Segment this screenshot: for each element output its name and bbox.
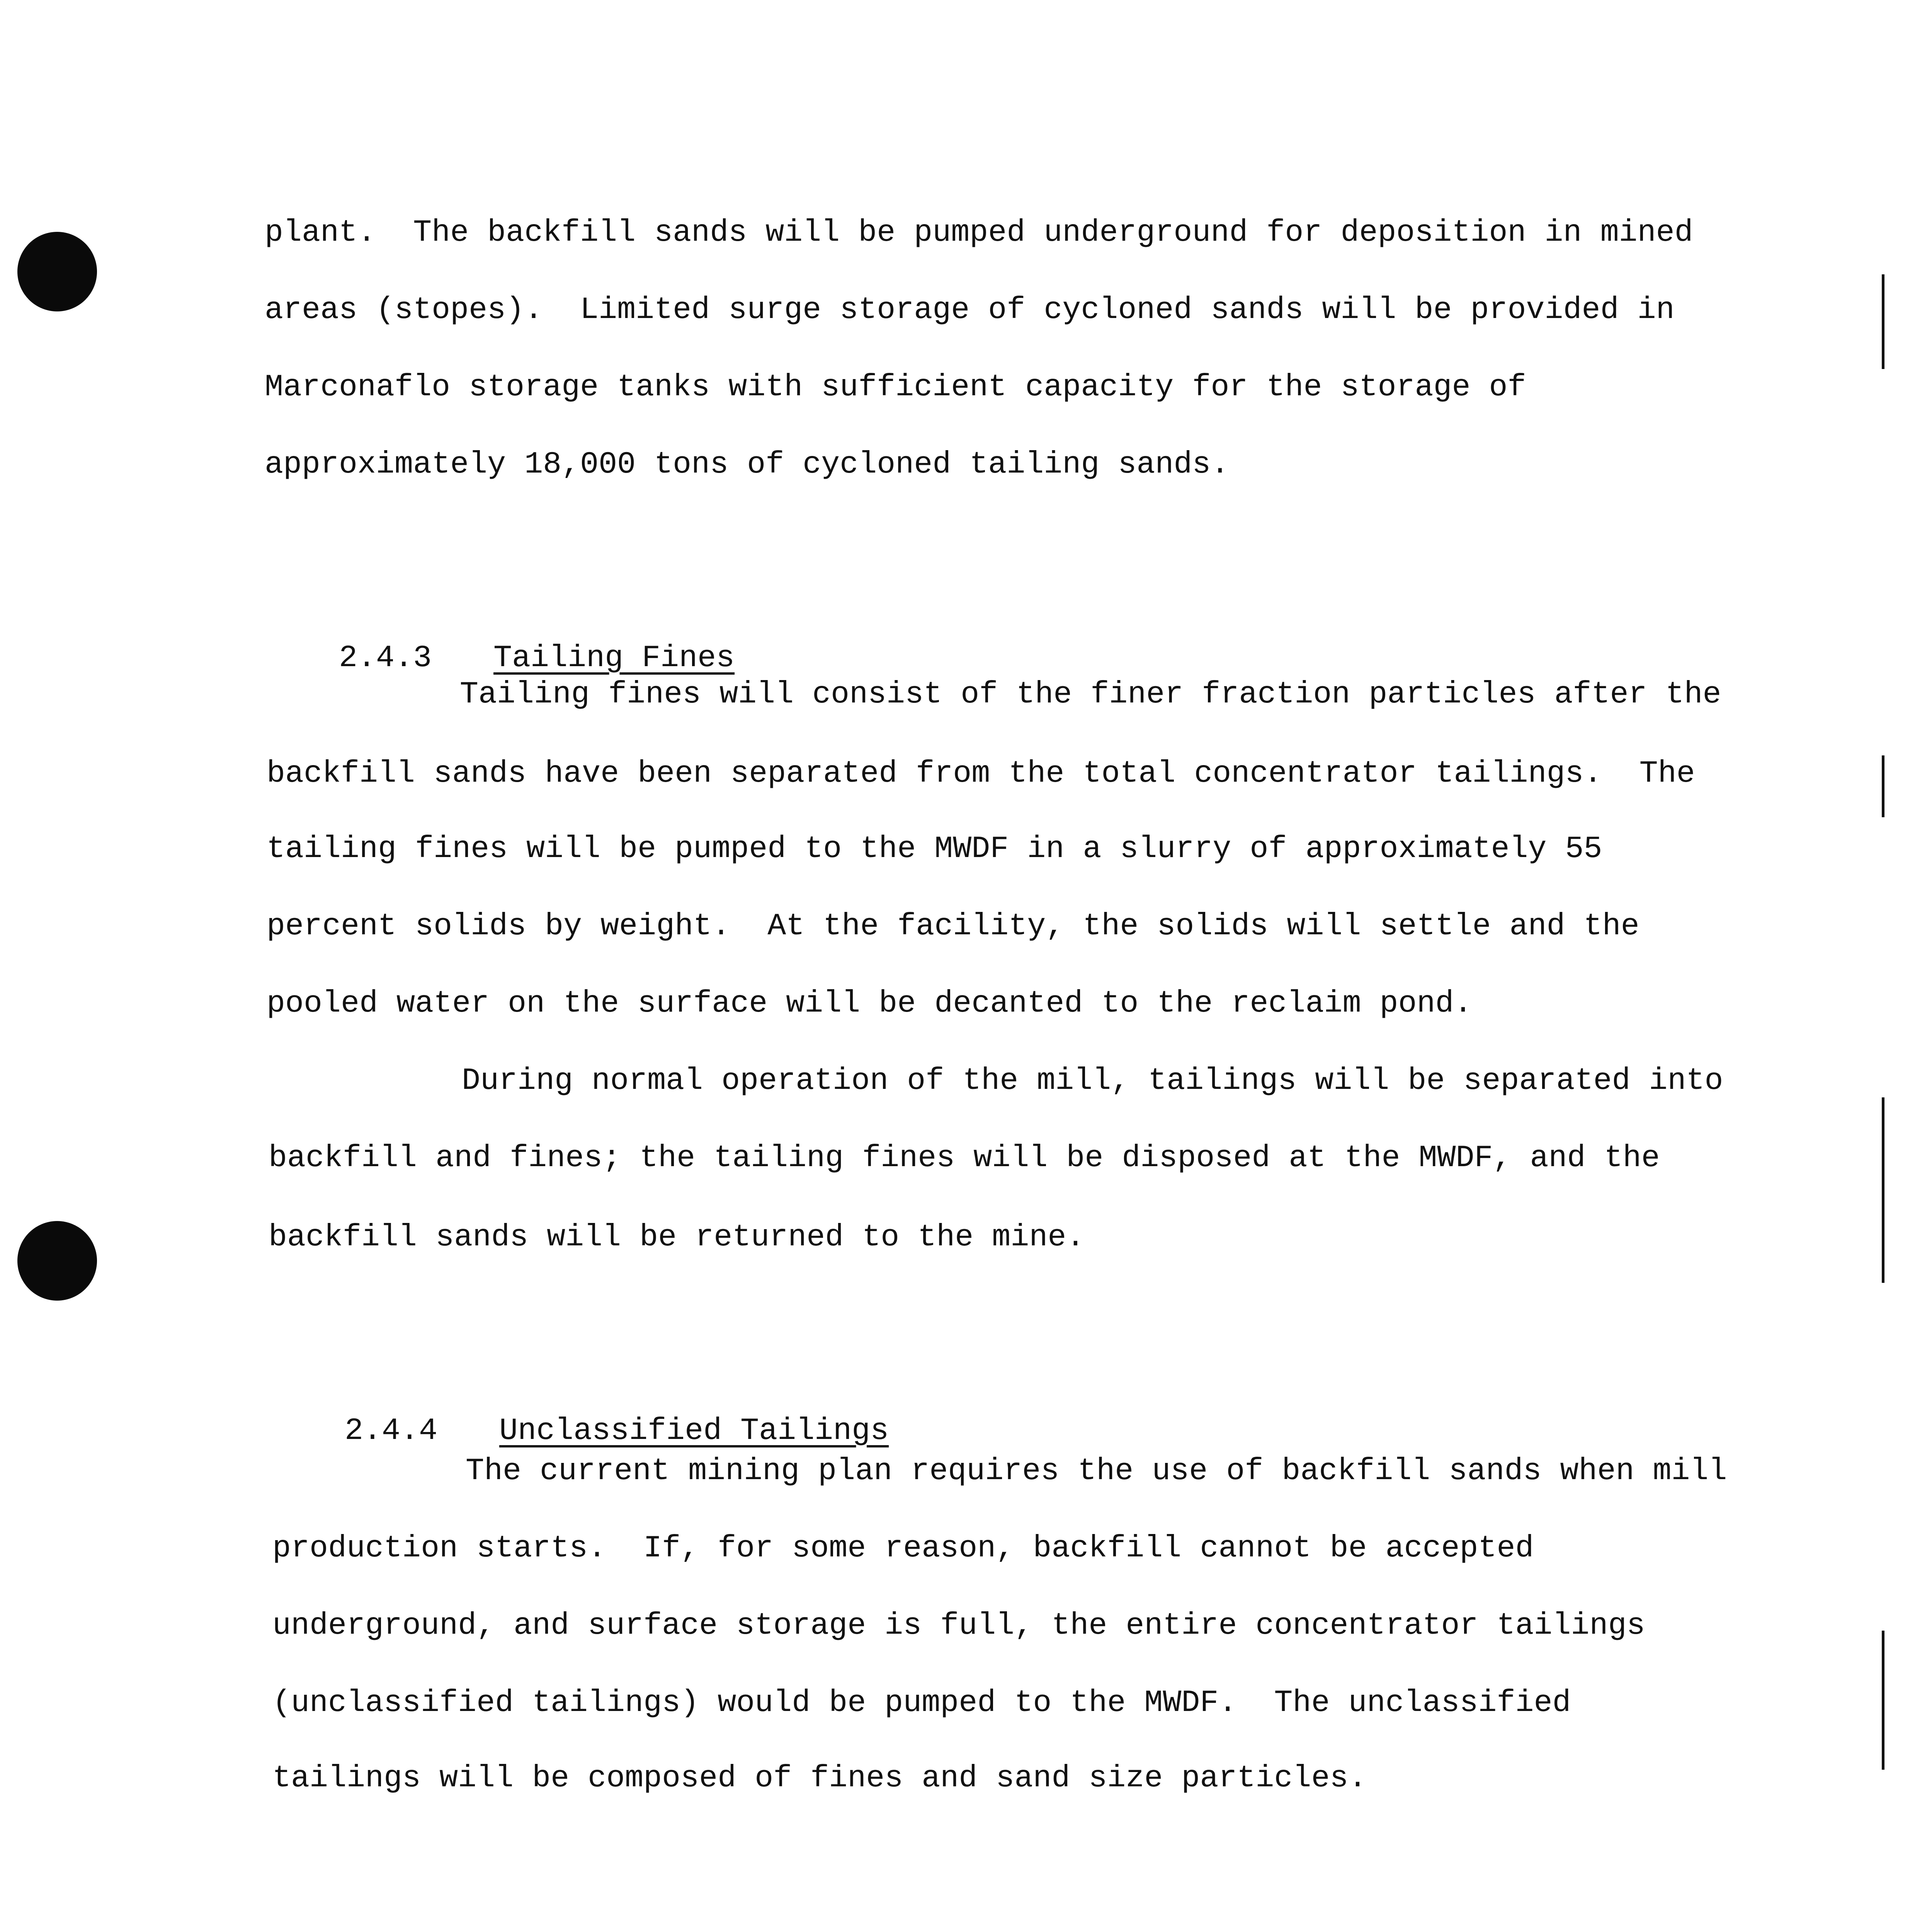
text-line: pooled water on the surface will be decanted to the reclaim pond. [267, 986, 1473, 1021]
text-line: backfill sands have been separated from the total concentrator tailings. The [267, 756, 1695, 791]
section-number: 2.4.4 [345, 1413, 438, 1449]
text-line: production starts. If, for some reason, backfill cannot be accepted [272, 1531, 1534, 1566]
text-line: (unclassified tailings) would be pumped to the MWDF. The unclassified [272, 1685, 1571, 1721]
text-line: areas (stopes). Limited surge storage of cycloned sands will be provided in [265, 293, 1675, 328]
section-title: Tailing Fines [493, 641, 735, 676]
text-line: The current mining plan requires the use of backfill sands when mill [466, 1454, 1727, 1489]
revision-bar [1882, 1631, 1884, 1770]
revision-bar [1882, 1097, 1884, 1283]
section-number: 2.4.3 [339, 641, 432, 676]
text-line: Tailing fines will consist of the finer fraction particles after the [460, 677, 1721, 712]
text-line: During normal operation of the mill, tailings will be separated into [462, 1063, 1723, 1099]
revision-bar [1882, 755, 1884, 817]
text-line: percent solids by weight. At the facility, the solids will settle and the [267, 909, 1639, 944]
punch-hole-top [17, 232, 97, 311]
punch-hole-middle [17, 1221, 97, 1301]
text-line: backfill sands will be returned to the mine. [269, 1220, 1085, 1255]
text-line: approximately 18,000 tons of cycloned tailing sands. [265, 447, 1230, 482]
text-line: plant. The backfill sands will be pumped underground for deposition in mined [265, 215, 1693, 250]
text-line: tailing fines will be pumped to the MWDF in a slurry of approximately 55 [267, 832, 1602, 867]
section-heading-2-4-5 [274, 1915, 1486, 1932]
text-line: Marconaflo storage tanks with sufficient capacity for the storage of [265, 370, 1526, 405]
text-line: backfill and fines; the tailing fines will be disposed at the MWDF, and the [269, 1141, 1660, 1176]
revision-bar [1882, 274, 1884, 369]
section-title: Unclassified Tailings [499, 1413, 889, 1449]
text-line: underground, and surface storage is full, the entire concentrator tailings [272, 1608, 1645, 1643]
text-line: tailings will be composed of fines and sand size particles. [272, 1761, 1367, 1796]
